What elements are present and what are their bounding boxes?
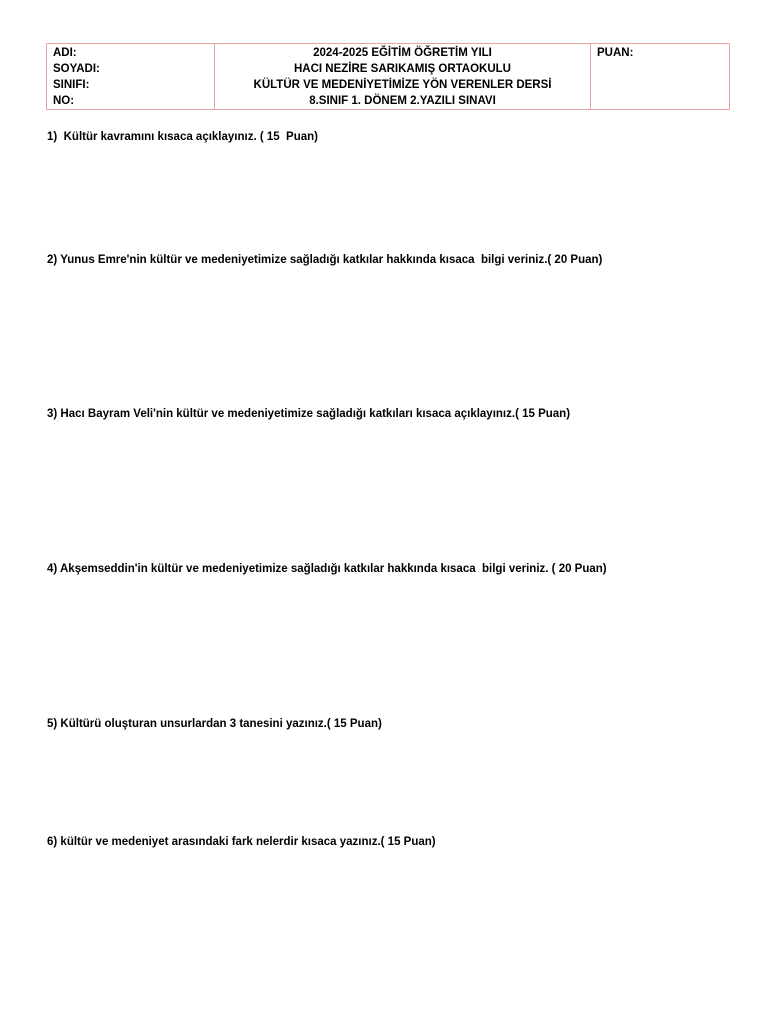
course-name: KÜLTÜR VE MEDENİYETİMİZE YÖN VERENLER DERSİ — [253, 79, 552, 91]
question-2: 2) Yunus Emre'nin kültür ve medeniyetimize sağladığı katkılar hakkında kısaca bilgi veriniz.( 20 Puan) — [47, 254, 603, 266]
question-5: 5) Kültürü oluşturan unsurlardan 3 tanesini yazınız.( 15 Puan) — [47, 718, 382, 730]
score-cell — [591, 44, 730, 110]
score-label: PUAN: — [597, 47, 634, 59]
question-3: 3) Hacı Bayram Veli'nin kültür ve medeniyetimize sağladığı katkıları kısaca açıklayınız.( 15 Puan) — [47, 408, 571, 420]
academic-year: 2024-2025 EĞİTİM ÖĞRETİM YILI — [313, 47, 492, 59]
question-6: 6) kültür ve medeniyet arasındaki fark nelerdir kısaca yazınız.( 15 Puan) — [47, 836, 436, 848]
student-class-label: SINIFI: — [53, 79, 90, 91]
student-number-label: NO: — [53, 95, 75, 107]
school-name: HACI NEZİRE SARIKAMIŞ ORTAOKULU — [293, 63, 511, 75]
student-info-cell — [47, 44, 215, 110]
question-4: 4) Akşemseddin'in kültür ve medeniyetimize sağladığı katkılar hakkında kısaca bilgi veriniz. ( 20 Puan) — [47, 563, 607, 575]
student-surname-label: SOYADI: — [53, 63, 100, 75]
exam-title-cell — [215, 44, 591, 110]
student-name-label: ADI: — [53, 47, 77, 59]
question-1: 1) Kültür kavramını kısaca açıklayınız. ( 15 Puan) — [47, 131, 319, 143]
exam-name: 8.SINIF 1. DÖNEM 2.YAZILI SINAVI — [309, 95, 496, 107]
exam-header-table — [46, 43, 730, 110]
